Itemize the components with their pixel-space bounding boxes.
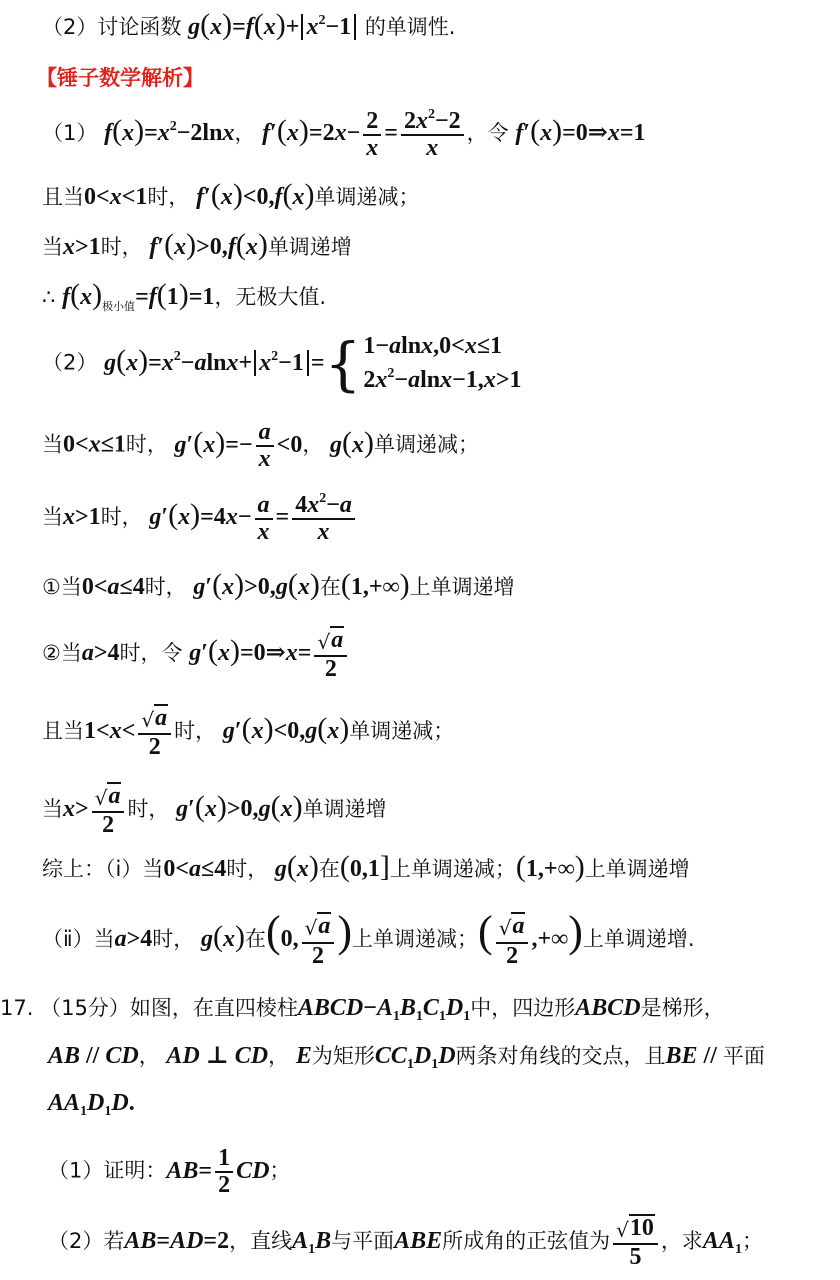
solution1-line4: ∴ $f(x)_{极小值}=f(1)=1$，无极大值. xyxy=(42,278,327,313)
fraction: $\frac{1}{2}$ xyxy=(215,1146,233,1198)
fraction: $\frac{4x^2-a}{x}$ xyxy=(292,492,355,545)
q17-part2: （2）若AB=AD=2，直线$A_1B$与平面ABE所成角的正弦值为 √ 10 5 ，求$AA_1$； xyxy=(48,1215,763,1271)
solution2-case2: ②当a>4时，令 g′(x)=0⇒x= √ a 2 xyxy=(42,626,350,683)
fraction: √ a 2 xyxy=(496,912,529,969)
summary-line1: 综上：（ⅰ）当0<a≤4时， g(x)在(0,1]上单调递减；(1,+∞)上单调递增 xyxy=(42,850,690,883)
fraction: √ a 2 xyxy=(314,626,347,683)
solution1-line2: 且当0<x<1时， f′(x)<0,f(x)单调递减； xyxy=(42,178,420,211)
q17-line1: 17. （15分）如图，在直四棱柱$ABCD-A_1B_1C_1D_1$中，四边形ABCD是梯形， xyxy=(0,995,725,1024)
solution2-piecewise: （2） $g(x)=x^2-alnx+ x^2-1$ = { 1−alnx,0<x≤1 $2x^2-alnx-1,x>1$ xyxy=(42,329,522,398)
question-part2-line: （2）讨论函数 $g(x)=f(x)+ x^2-1$ 的单调性. xyxy=(42,8,456,41)
q17-line3: $AA_1D_1D$. xyxy=(48,1090,135,1119)
solution2-case1: ①当0<a≤4时， g′(x)>0,g(x)在(1,+∞)上单调递增 xyxy=(42,568,515,601)
solution1-line1: （1） $f(x)=x^2-2\ln x$， f′(x)=2x− $\frac{2}{x}$ = $\frac{2x^2-2}{x}$ ，令 f′(x)=0⇒x=1 xyxy=(42,107,646,162)
fraction: √ 10 5 xyxy=(613,1214,658,1271)
section-label: 【锤子数学解析】 xyxy=(36,66,204,90)
fraction: $\frac{a}{x}$ xyxy=(256,420,274,472)
math-g-def: $g(x)=f(x)+ x^2-1$ xyxy=(188,14,358,40)
fraction: $\frac{2x^2-2}{x}$ xyxy=(401,108,464,161)
fraction: √ a 2 xyxy=(302,912,335,969)
fraction: √ a 2 xyxy=(138,704,171,761)
piecewise-brace: { 1−alnx,0<x≤1 $2x^2-alnx-1,x>1$ xyxy=(324,329,522,398)
fraction: $\frac{a}{x}$ xyxy=(255,493,273,545)
solution1-line3: 当x>1时， f′(x)>0,f(x)单调递增 xyxy=(42,228,352,261)
solution2-line2: 当x>1时， g′(x)=4x− $\frac{a}{x}$ = $\frac{4x^2-a}{x}$ xyxy=(42,492,358,545)
summary-line2: （ⅱ）当a>4时， g(x)在(0, √ a 2 )上单调递减；( √ a 2 ,+∞)上单调递增. xyxy=(42,907,695,969)
q17-part1: （1）证明：AB= $\frac{1}{2}$ CD； xyxy=(48,1145,291,1199)
fraction: √ a 2 xyxy=(92,782,125,839)
solution2-line1: 当0<x≤1时， g′(x)=− $\frac{a}{x}$ <0， g(x)单调递减； xyxy=(42,419,480,473)
solution2-case2-dec: 且当1<x< √ a 2 时， g′(x)<0,g(x)单调递减； xyxy=(42,705,455,761)
fraction: $\frac{2}{x}$ xyxy=(363,109,381,161)
solution2-case2-inc: 当x> √ a 2 时， g′(x)>0,g(x)单调递增 xyxy=(42,783,387,839)
q17-line2: AB // CD， AD ⊥ CD， E为矩形$CC_1D_1D$两条对角线的交点，且BE // 平面 xyxy=(48,1043,765,1072)
